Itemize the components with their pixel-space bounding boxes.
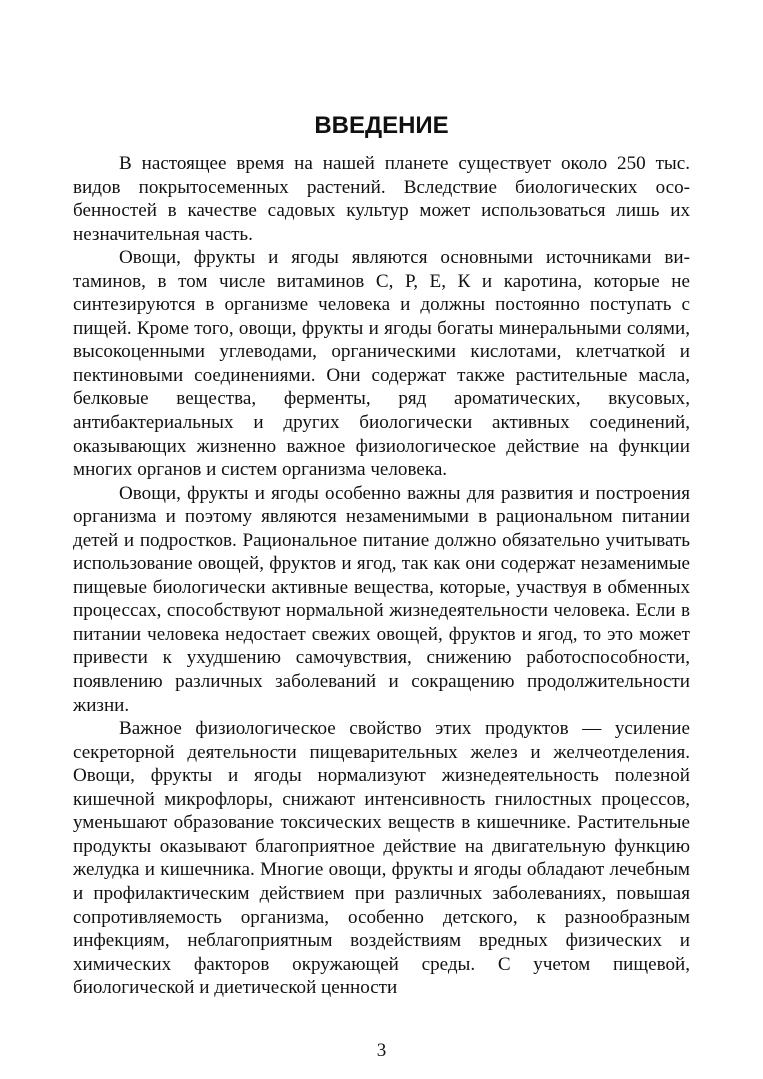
paragraph-3: Овощи, фрукты и ягоды особенно важны для развития и построения организма и поэтому являются незаменимыми в рациональном питании детей и подростков. Рациональное питание должно обязательно учитывать использование овощей, фруктов и ягод, так как они содержат незаменимые пищевые биологически активные вещества, которые, участвуя в обменных процессах, способствуют нормальной жизнедеятельности человека. Если в питании человека недостает свежих овощей, фруктов и ягод, то это может привести к ухудшению самочувствия, снижению работоспособности, появлению различных заболеваний и сокращению продолжительности жизни. [73,482,690,716]
body-text [73,152,690,1000]
paragraph-1: В настоящее время на нашей планете существует около 250 тыс. видов покрытосеменных растений. Вследствие биологических особенностей в качестве садовых культур может использоваться лишь их незначительная часть. [73,153,690,245]
paragraph-2: Овощи, фрукты и ягоды являются основными источниками витаминов, в том числе витаминов С, Р, Е, К и каротина, которые не синтезируются в организме человека и должны постоянно поступать с пищей. Кроме того, овощи, фрукты и ягоды богаты минеральными солями, высокоценными углеводами, органическими кислотами, клетчаткой и пектиновыми соединениями. Они содержат также растительные масла, белковые вещества, ферменты, ряд ароматических, вкусовых, антибактериальных и других биологически активных соединений, оказывающих жизненно важное физиологическое действие на функции многих органов и систем организма человека. [73,247,690,481]
page-number: 3 [376,1040,387,1061]
section-title: ВВЕДЕНИЕ [314,112,449,139]
paragraph-4: Важное физиологическое свойство этих продуктов — усиление секреторной деятельности пищеварительных желез и желчеотделения. Овощи, фрукты и ягоды нормализуют жизнедеятельность полезной кишечной микрофлоры, снижают интенсивность гнилостных процессов, уменьшают образование токсических веществ в кишечнике. Растительные продукты оказывают благоприятное действие на двигательную функцию желудка и кишечника. Многие овощи, фрукты и ягоды обладают лечебным и профилактическим действием при различных заболеваниях, повышая сопротивляемость организма, особенно детского, к разнообразным инфекциям, неблагоприятным воздействиям вредных физических и химических факторов окружающей среды. С учетом пищевой, биологической и диетической ценности [73,718,690,999]
